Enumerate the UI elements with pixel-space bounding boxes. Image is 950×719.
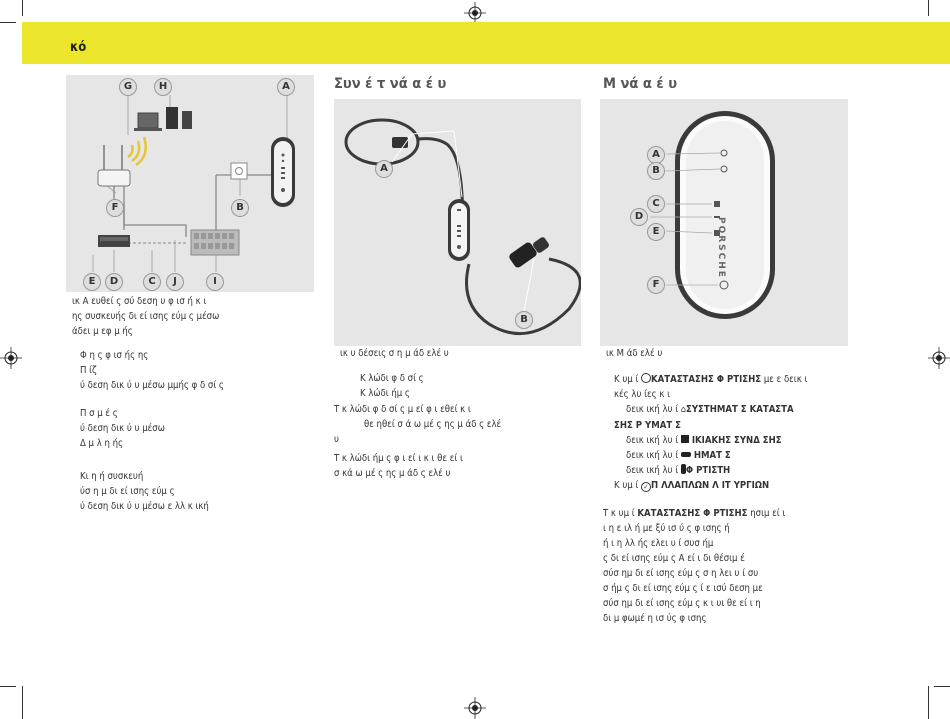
legend-line: Κ υμ ί ΚΑΤΑΣΤΑΣΗΣ Φ ΡΤΙΣΗΣ με ε δεικ ι [614, 374, 808, 385]
home-connection-icon [681, 435, 689, 443]
callout-a: A [375, 160, 393, 178]
callout-c: C [647, 195, 665, 213]
control-unit-figure [600, 99, 848, 346]
registration-mark-icon [0, 347, 22, 369]
left-caption [72, 294, 219, 339]
text-line: ύ δεση δικ ύ υ μέσω ε λλ κ ική [80, 501, 209, 512]
legend-line: Κ υμ ί ✓ Π ΛΛΑΠΛΩΝ Λ ΙΤ ΥΡΓΙΩΝ [614, 480, 770, 491]
right-legend [614, 372, 807, 493]
callout-e: E [83, 273, 101, 291]
text-line: ι η ε ιλ ή με ξύ ισ ύ ς φ ισης ή [603, 523, 730, 534]
crop-mark [22, 686, 23, 719]
caption-line: ικ Μ άδ ελέ υ [606, 348, 663, 359]
text-line: σύσ ημ δι εί ισης εύμ ς σ η λει υ ί συ [603, 568, 759, 579]
crop-mark [928, 0, 929, 16]
caption-line: άδει μ εφ μ ής [72, 326, 133, 337]
right-caption [606, 346, 662, 361]
middle-paragraph-1 [334, 402, 501, 447]
brand-logo-text: PORSCHE [716, 217, 726, 279]
header-bar [22, 22, 950, 64]
registration-mark-icon [464, 697, 486, 719]
callout-d: D [630, 208, 648, 226]
list-item: Κ λώδι φ δ σί ς [360, 373, 424, 384]
text-line: ύ δεση δικ ύ υ μέσω [80, 423, 165, 434]
crop-mark [0, 686, 16, 687]
callout-h: H [154, 78, 172, 96]
text-line: υ [334, 434, 339, 445]
text-line: ς δι εί ισης εύμ ς Α εί ι δι θέσιμ έ [603, 553, 745, 564]
left-paragraph-2 [80, 406, 165, 451]
callout-a: A [277, 78, 295, 96]
legend-line: δεικ ική λυ ί ΗΜΑΤ Σ [626, 450, 731, 461]
legend-line: δεικ ική λυ ί ⌂ΣΥΣΤΗΜΑΤ Σ ΚΑΤΑΣΤΑ [626, 404, 794, 415]
text-line: δι μ φωμέ η ισ ύς φ ισης [603, 613, 707, 624]
crop-mark [934, 686, 950, 687]
crop-mark [928, 686, 929, 719]
text-line: ύσ η μ δι εί ισης εύμ ς [80, 486, 175, 497]
text-line: σ ήμ ς δι εί ισης εύμ ς ί ε ισύ δεση με [603, 583, 763, 594]
text-line: Π σ μ έ ς [80, 408, 118, 419]
legend-line: κές λυ ίες κ ι [614, 389, 670, 400]
registration-mark-icon [928, 347, 950, 369]
caption-line: ικ υ δέσεις σ η μ άδ ελέ υ [340, 348, 449, 359]
callout-g: G [119, 78, 137, 96]
text-line: Τ κ λώδι φ δ σί ς μ εί φ ι εθεί κ ι [334, 404, 471, 415]
callout-e: E [647, 223, 665, 241]
text-line: ύ δεση δικ ύ υ μέσω μμής φ δ σί ς [80, 380, 224, 391]
callout-f: F [106, 199, 124, 217]
caption-line: ικ Α ευθεί ς σύ δεση υ φ ισ ή κ ι [72, 296, 207, 307]
text-line: σύσ ημ δι εί ισης εύμ ς κ ι υι θε εί ι η [603, 598, 761, 609]
vehicle-icon [681, 452, 691, 457]
right-paragraph [603, 506, 785, 626]
middle-caption [340, 346, 449, 361]
text-line: Κι η ή συσκευή [80, 471, 144, 482]
callout-b: B [515, 311, 533, 329]
list-item: Κ λώδι ήμ ς [360, 388, 410, 399]
callout-b: B [231, 199, 249, 217]
text-line: Τ κ υμ ί ΚΑΤΑΣΤΑΣΗΣ Φ ΡΤΙΣΗΣ ησιμ εί ι [603, 508, 786, 519]
control-unit-title: Μ νά α έ υ [603, 76, 678, 92]
text-line: σ κά ω μέ ς ης μ άδ ς ελέ υ [334, 468, 451, 479]
connections-title: Συν έ τ νά α έ υ [334, 76, 447, 92]
legend-line: δεικ ική λυ ί ΙΚΙΑΚΗΣ ΣΥΝΔ ΣΗΣ [626, 435, 782, 446]
left-paragraph-1 [80, 348, 224, 393]
callout-i: I [206, 273, 224, 291]
text-line: Δ μ λ η ής [80, 438, 124, 449]
network-diagram-figure [66, 75, 314, 292]
text-line: θε ηθεί σ ά ω μέ ς ης μ άδ ς ελέ [364, 419, 502, 430]
legend-line: ΣΗΣ Ρ ΥΜΑΤ Σ [614, 420, 681, 431]
page-title: κό [70, 40, 87, 55]
text-line: ή ι η λλ ής ελει υ ί συσ ήμ [603, 538, 714, 549]
power-icon [641, 373, 651, 383]
callout-d: D [105, 273, 123, 291]
left-paragraph-3 [80, 469, 209, 514]
home-system-icon: ⌂ [680, 405, 687, 415]
callout-c: C [143, 273, 161, 291]
text-line: Π ίζ [80, 365, 97, 376]
crop-mark [22, 0, 23, 16]
text-line: Τ κ λώδι ήμ ς φ ι εί ι κ ι θε εί ι [334, 453, 463, 464]
cable-connections-figure [334, 99, 581, 346]
crop-mark [0, 22, 16, 23]
network-diagram [66, 75, 314, 292]
middle-item-list [360, 371, 424, 401]
middle-paragraph-2 [334, 451, 463, 481]
callout-a: A [647, 146, 665, 164]
callout-j: J [166, 273, 184, 291]
text-line: Φ η ς φ ισ ής ης [80, 350, 149, 361]
check-circle-icon: ✓ [641, 482, 651, 492]
callout-f: F [647, 276, 665, 294]
caption-line: ης συσκευής δι εί ισης εύμ ς μέσω [72, 311, 220, 322]
registration-mark-icon [464, 2, 486, 24]
legend-line: δεικ ική λυ ί Φ ΡΤΙΣΤΗ [626, 465, 731, 476]
callout-b: B [647, 162, 665, 180]
cable-diagram [334, 99, 581, 346]
